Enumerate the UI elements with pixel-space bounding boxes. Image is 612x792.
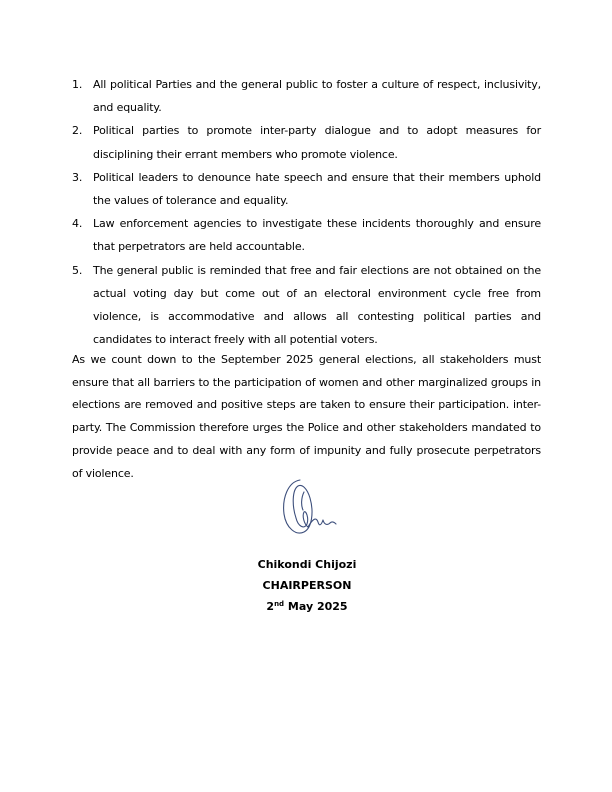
signatory-name: Chikondi Chijozi <box>257 558 357 571</box>
list-item-text: Political leaders to denounce hate speech and ensure that their members uphold the values of tolerance and equality. <box>93 170 541 208</box>
list-item-text: All political Parties and the general public to foster a culture of respect, inclusivity, and equality. <box>93 78 541 115</box>
recommendations-list <box>72 73 541 351</box>
list-item <box>72 119 541 165</box>
signatory-title: CHAIRPERSON <box>262 579 352 592</box>
list-item-number: 4. <box>72 217 83 231</box>
signature-block <box>200 554 414 617</box>
date-rest: May 2025 <box>284 600 348 613</box>
date-suffix: nd <box>274 600 285 608</box>
list-item-text: The general public is reminded that free and fair elections are not obtained on the actual voting day but come out of an electoral environment cycle free from violence, is accommodative and allows all contesting political parties and candidates to interact freely with all potential voters. <box>93 263 541 347</box>
date-day: 2 <box>266 600 275 613</box>
list-item <box>72 166 541 212</box>
signature-image <box>274 472 344 542</box>
list-item-text: Political parties to promote inter-party dialogue and to adopt measures for disciplining their errant members who promote violence. <box>93 124 541 161</box>
list-item-number: 5. <box>72 263 83 277</box>
list-item <box>72 212 541 258</box>
list-item-text: Law enforcement agencies to investigate these incidents thoroughly and ensure that perpetrators are held accountable. <box>93 217 541 254</box>
closing-paragraph: As we count down to the September 2025 general elections, all stakeholders must ensure that all barriers to the participation of women and other marginalized groups in elections are removed and positive steps are taken to ensure their participation. inter-party. The Commission therefore urges the Police and other stakeholders mandated to provide peace and to deal with any form of impunity and fully prosecute perpetrators of violence. <box>72 353 541 480</box>
list-item-number: 1. <box>72 78 83 91</box>
list-item <box>72 259 541 352</box>
signature-date <box>200 596 414 617</box>
list-item-number: 3. <box>72 170 83 184</box>
list-item <box>72 73 541 119</box>
list-item-number: 2. <box>72 124 83 138</box>
